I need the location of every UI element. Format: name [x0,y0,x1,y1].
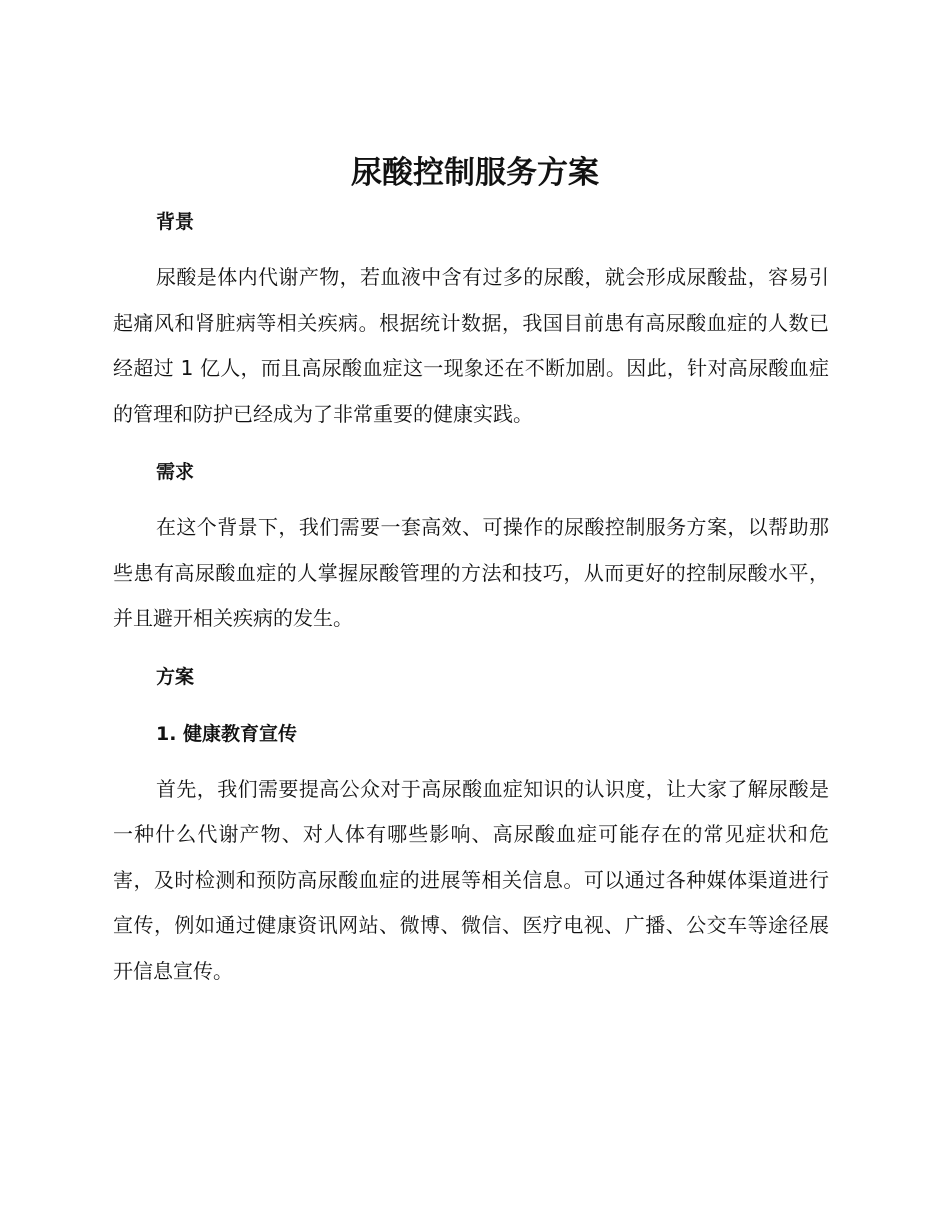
section-paragraph-background: 尿酸是体内代谢产物，若血液中含有过多的尿酸，就会形成尿酸盐，容易引起痛风和肾脏病等相关疾病。根据统计数据，我国目前患有高尿酸血症的人数已经超过 1 亿人，而且高尿酸血症这一现象还在不断加剧。因此，针对高尿酸血症的管理和防护已经成为了非常重要的健康实践。 [113,265,829,426]
section-heading-background: 背景 [156,211,195,233]
document-body [113,200,829,994]
document-title: 尿酸控制服务方案 [351,155,599,191]
section-paragraph-requirements: 在这个背景下，我们需要一套高效、可操作的尿酸控制服务方案，以帮助那些患有高尿酸血症的人掌握尿酸管理的方法和技巧，从而更好的控制尿酸水平，并且避开相关疾病的发生。 [113,515,829,630]
section-heading-requirements: 需求 [156,461,195,483]
section-paragraph-health-education: 首先，我们需要提高公众对于高尿酸血症知识的认识度，让大家了解尿酸是一种什么代谢产物、对人体有哪些影响、高尿酸血症可能存在的常见症状和危害，及时检测和预防高尿酸血症的进展等相关信息。可以通过各种媒体渠道进行宣传，例如通过健康资讯网站、微博、微信、医疗电视、广播、公交车等途径展开信息宣传。 [113,776,829,983]
subheading-health-education: 1. 健康教育宣传 [156,722,298,745]
section-heading-plan: 方案 [156,665,195,688]
